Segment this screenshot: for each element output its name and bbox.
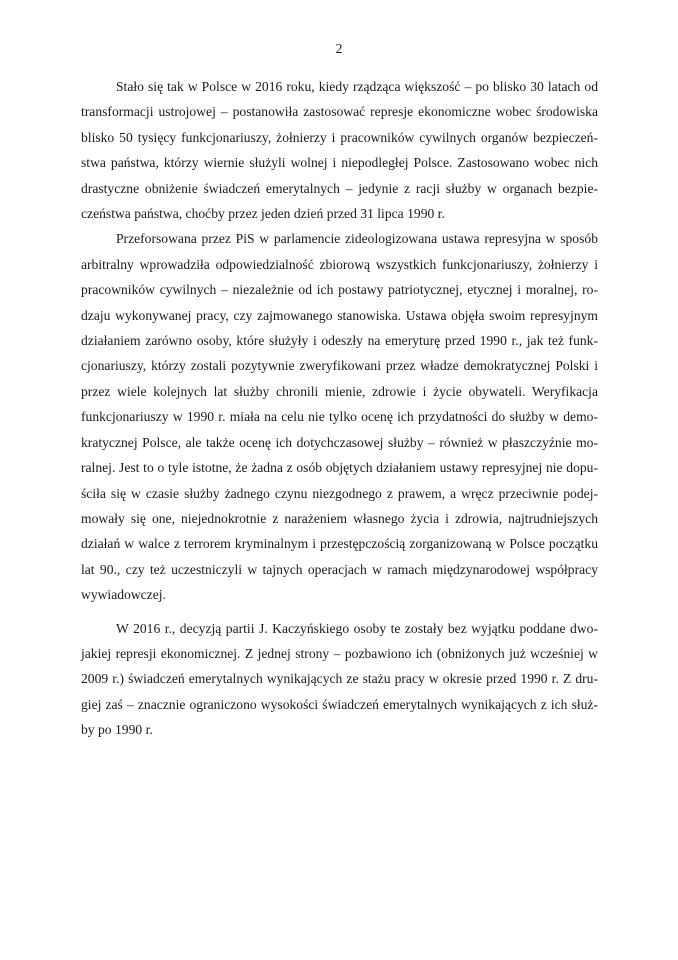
page-number: 2 (335, 41, 343, 56)
text-line: kratycznej Polsce, ale także ocenę ich dotychczasowej służby – również w płaszczyźnie mo- (81, 434, 598, 450)
text-line: stwa państwa, którzy wiernie służyli wolnej i niepodległej Polsce. Zastosowano wobec nich (81, 155, 598, 171)
text-line: transformacji ustrojowej – postanowiła zastosować represje ekonomiczne wobec środowiska (81, 104, 598, 120)
text-line: W 2016 r., decyzją partii J. Kaczyńskiego osoby te zostały bez wyjątku poddane dwo- (116, 620, 598, 636)
text-line: Stało się tak w Polsce w 2016 roku, kiedy rządząca większość – po blisko 30 latach od (116, 79, 598, 94)
text-line: blisko 50 tysięcy funkcjonariuszy, żołnierzy i pracowników cywilnych organów bezpieczeń- (81, 129, 598, 145)
text-line: pracowników cywilnych – niezależnie od ich postawy patriotycznej, etycznej i moralnej, ro- (81, 282, 598, 298)
text-line: działań w walce z terrorem kryminalnym i przestępczością zorganizowaną w Polsce początku (81, 536, 598, 552)
text-line: wywiadowczej. (81, 587, 166, 603)
paragraph (81, 226, 598, 607)
text-line: czeństwa państwa, choćby przez jeden dzień przed 31 lipca 1990 r. (81, 206, 445, 222)
text-line: działaniem zarówno osoby, które służyły i odeszły na emeryturę przed 1990 r., jak też funk- (81, 333, 598, 349)
text-line: dzaju wykonywanej pracy, czy zajmowanego stanowiska. Ustawa objęła swoim represyjnym (81, 307, 598, 323)
paragraph (81, 74, 598, 226)
document-body (81, 74, 598, 743)
text-line: ralnej. Jest to o tyle istotne, że żadna z osób objętych działaniem ustawy represyjnej nie dopu- (81, 460, 598, 476)
paragraph (81, 616, 598, 743)
text-line: lat 90., czy też uczestniczyli w tajnych operacjach w ramach międzynarodowej współpracy (81, 561, 598, 577)
text-line: Przeforsowana przez PiS w parlamencie zideologizowana ustawa represyjna w sposób (116, 231, 598, 247)
text-line: funkcjonariuszy w 1990 r. miała na celu nie tylko ocenę ich przydatności do służby w demo- (81, 409, 598, 425)
text-line: mowały się one, niejednokrotnie z narażeniem własnego życia i zdrowia, najtrudniejszych (81, 510, 598, 526)
text-line: ściła się w czasie służby żadnego czynu niezgodnego z prawem, a wręcz przeciwnie podej- (81, 485, 598, 501)
text-line: przez wiele kolejnych lat służby chronili mienie, zdrowie i życie obywateli. Weryfikacja (81, 383, 598, 399)
text-line: jakiej represji ekonomicznej. Z jednej strony – pozbawiono ich (obniżonych już wcześniej w (81, 645, 598, 661)
text-line: drastyczne obniżenie świadczeń emerytalnych – jedynie z racji służby w organach bezpie- (81, 180, 598, 196)
text-line: by po 1990 r. (81, 722, 153, 738)
text-line: giej zaś – znacznie ograniczono wysokości świadczeń emerytalnych wynikających z ich służ- (81, 696, 598, 712)
text-line: arbitralny wprowadziła odpowiedzialność zbiorową wszystkich funkcjonariuszy, żołnierzy i (81, 256, 598, 272)
text-line: cjonariuszy, którzy zostali pozytywnie zweryfikowani przez władze demokratycznej Polski i (81, 358, 598, 374)
text-line: 2009 r.) świadczeń emerytalnych wynikających ze stażu pracy w okresie przed 1990 r. Z dru- (81, 671, 598, 687)
